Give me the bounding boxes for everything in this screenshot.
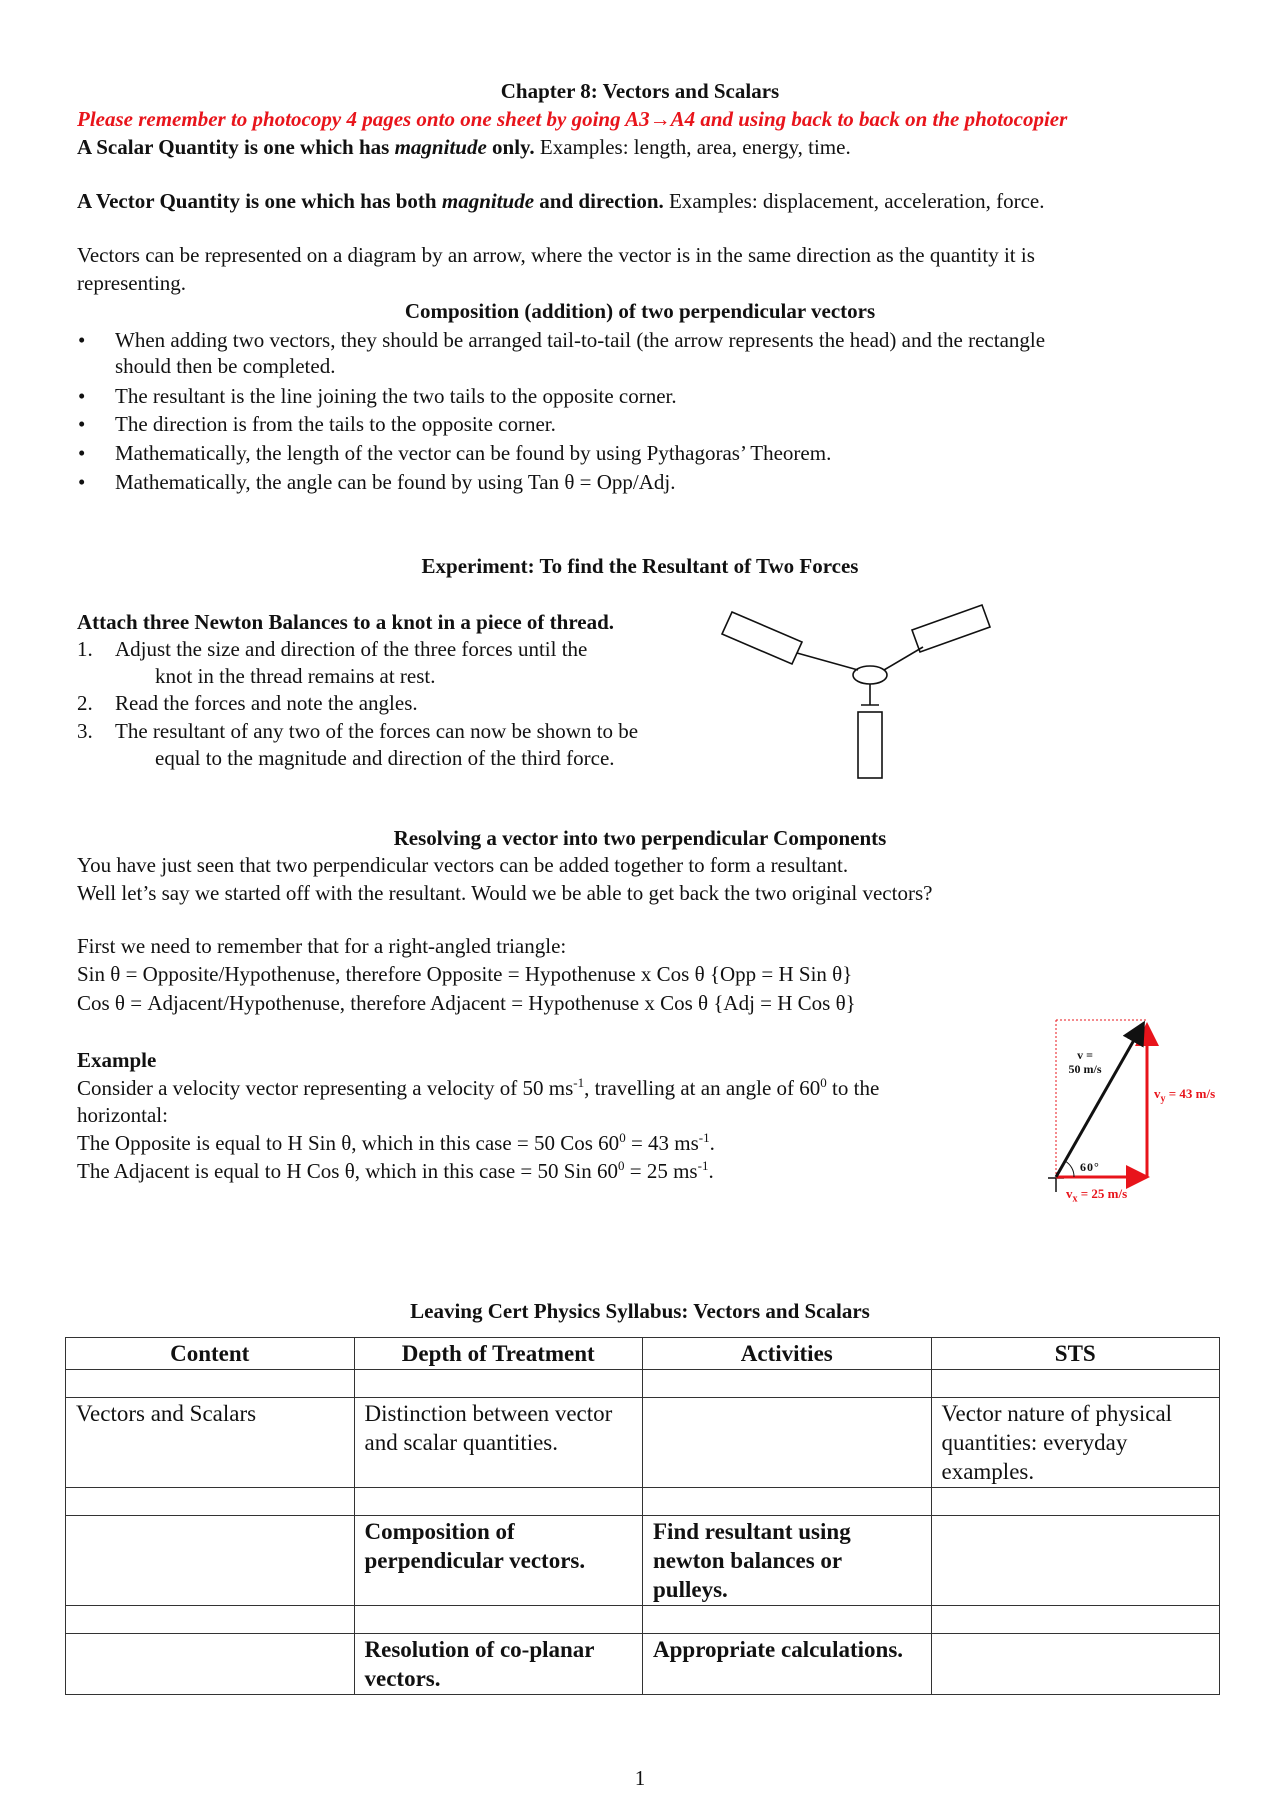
header-depth: Depth of Treatment [354, 1338, 643, 1370]
angle-label: 60° [1080, 1160, 1100, 1174]
composition-bullet-1a: When adding two vectors, they should be arranged tail-to-tail (the arrow represents the head) and the rectangle [115, 328, 1046, 352]
bullet-icon: • [78, 384, 86, 408]
example-line-4: The Adjacent is equal to H Cos θ, which in this case = 50 Sin $60^0 = 25$ $ms^{-1}$. [77, 1158, 714, 1183]
photocopy-notice: Please remember to photocopy 4 pages onto one sheet by going A3→A4 and using back to back on the photocopier [77, 107, 1068, 131]
experiment-heading: Experiment: To find the Resultant of Two Forces [421, 554, 859, 578]
composition-bullet-5: Mathematically, the angle can be found by using Tan θ = Opp/Adj. [115, 470, 676, 494]
representation-text-1: Vectors can be represented on a diagram by an arrow, where the vector is in the same direction as the quantity it is [77, 243, 1035, 267]
page-number: 1 [634, 1766, 646, 1790]
example-heading: Example [77, 1048, 157, 1072]
table-row: Composition of perpendicular vectors. Find resultant using newton balances or pulleys. [66, 1516, 1220, 1606]
scalar-definition: A Scalar Quantity is one which has magnitude only. Examples: length, area, energy, time. [77, 135, 851, 159]
header-sts: STS [931, 1338, 1220, 1370]
composition-bullet-3: The direction is from the tails to the opposite corner. [115, 412, 556, 436]
angle-arc [1065, 1161, 1074, 1177]
vx-label: $v_x = 25$ m/s [1066, 1186, 1128, 1205]
example-line-1: Consider a velocity vector representing a velocity of 50 $ms^{-1}$, travelling at an angle of $60^0$ to the [77, 1075, 880, 1100]
knot [853, 666, 887, 684]
representation-text-2: representing. [77, 271, 187, 295]
step-number: 3. [77, 719, 93, 743]
step-number: 2. [77, 691, 93, 715]
resolving-text-2: Well let’s say we started off with the resultant. Would we be able to get back the two original vectors? [77, 881, 933, 905]
table-spacer-row [66, 1606, 1220, 1634]
experiment-step-3b: equal to the magnitude and direction of the third force. [155, 746, 615, 770]
resolving-heading: Resolving a vector into two perpendicular Components [393, 826, 887, 850]
velocity-components-diagram [1040, 1010, 1240, 1210]
v-label: v = 50 m/s [1068, 1048, 1102, 1076]
experiment-intro: Attach three Newton Balances to a knot in a piece of thread. [77, 610, 615, 634]
composition-bullet-2: The resultant is the line joining the two tails to the opposite corner. [115, 384, 677, 408]
table-row: Resolution of co-planar vectors. Appropriate calculations. [66, 1634, 1220, 1695]
experiment-step-3a: The resultant of any two of the forces can now be shown to be [115, 719, 639, 743]
experiment-step-1a: Adjust the size and direction of the three forces until the [115, 637, 588, 661]
bullet-icon: • [78, 441, 86, 465]
left-thread [797, 653, 858, 670]
header-activities: Activities [643, 1338, 932, 1370]
sin-formula: Sin θ = Opposite/Hypothenuse, therefore Opposite = Hypothenuse x Cos θ {Opp = H Sin θ} [77, 962, 853, 986]
table-header-row [66, 1338, 1220, 1370]
bullet-icon: • [78, 412, 86, 436]
step-number: 1. [77, 637, 93, 661]
bullet-icon: • [78, 470, 86, 494]
syllabus-heading: Leaving Cert Physics Syllabus: Vectors and Scalars [410, 1299, 870, 1323]
vector-definition: A Vector Quantity is one which has both magnitude and direction. Examples: displacement, acceleration, force. [77, 189, 1045, 213]
syllabus-table [65, 1337, 1220, 1695]
bullet-icon: • [78, 328, 86, 352]
triangle-intro: First we need to remember that for a right-angled triangle: [77, 934, 567, 958]
right-balance [912, 605, 990, 652]
table-spacer-row [66, 1488, 1220, 1516]
table-row: Vectors and Scalars Distinction between vector and scalar quantities. Vector nature of physical quantities: everyday examples. [66, 1398, 1220, 1488]
header-content: Content [66, 1338, 355, 1370]
bottom-balance [858, 712, 882, 778]
composition-bullet-4: Mathematically, the length of the vector can be found by using Pythagoras’ Theorem. [115, 441, 832, 465]
right-thread [884, 647, 923, 670]
resolving-text-1: You have just seen that two perpendicular vectors can be added together to form a resultant. [77, 853, 849, 877]
vy-label: $v_y = 43$ m/s [1154, 1086, 1216, 1105]
composition-bullet-1b: should then be completed. [115, 354, 336, 378]
experiment-step-2: Read the forces and note the angles. [115, 691, 418, 715]
composition-heading: Composition (addition) of two perpendicular vectors [404, 299, 876, 323]
chapter-title: Chapter 8: Vectors and Scalars [500, 79, 780, 103]
example-line-2: horizontal: [77, 1103, 168, 1127]
newton-balances-diagram [720, 600, 1000, 790]
cos-formula: Cos θ = Adjacent/Hypothenuse, therefore Adjacent = Hypothenuse x Cos θ {Adj = H Cos θ} [77, 991, 856, 1015]
left-balance [722, 612, 802, 664]
table-spacer-row [66, 1370, 1220, 1398]
example-line-3: The Opposite is equal to H Sin θ, which in this case = 50 Cos $60^0 = 43$ $ms^{-1}$. [77, 1130, 715, 1155]
experiment-step-1b: knot in the thread remains at rest. [155, 664, 436, 688]
